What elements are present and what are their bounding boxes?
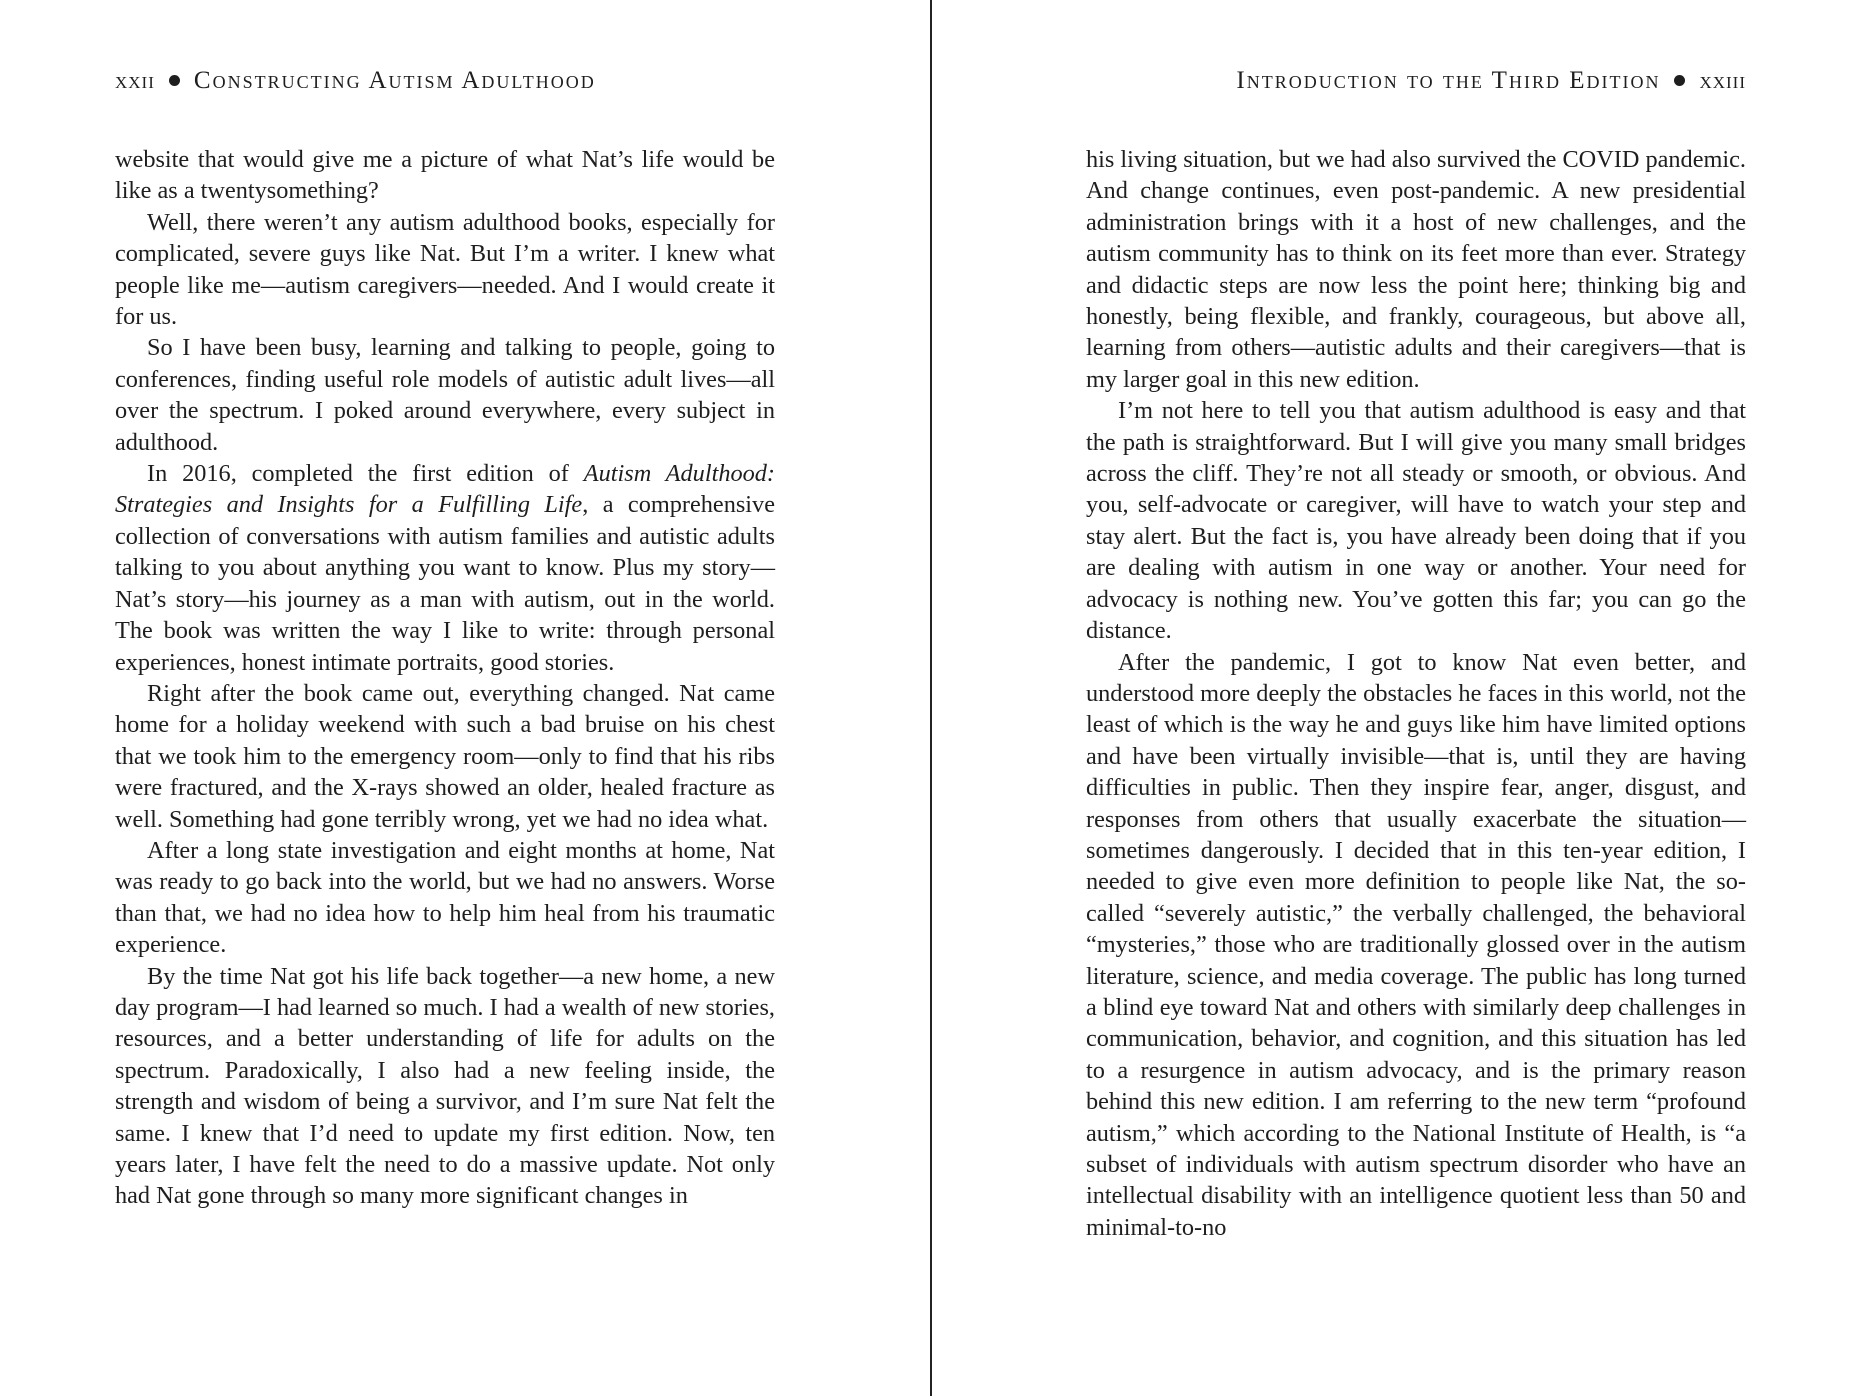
body-paragraph: I’m not here to tell you that autism adulthood is easy and that the path is straightforward. But I will give you many small bridges across the cliff. They’re not all steady or smooth, or obvious. And you, self-advocate or caregiver, will have to watch your step and stay alert. But the fact is, you have already been doing that if you are dealing with autism in one way or another. Your need for advocacy is nothing new. You’ve gotten this far; you can go the distance. — [1086, 397, 1746, 645]
body-paragraph: By the time Nat got his life back together—a new home, a new day program—I had learned so much. I had a wealth of new stories, resources, and a better understanding of life for adults on the spectrum. Paradoxically, I also had a new feeling inside, the strength and wisdom of being a survivor, and I’m sure Nat felt the same. I knew that I’d need to update my first edition. Now, ten years later, I have felt the need to do a massive update. Not only had Nat gone through so many more significant changes in — [115, 962, 775, 1210]
body-paragraph: his living situation, but we had also survived the COVID pandemic. And change continues, even post-pandemic. A new presidential administration brings with it a host of new challenges, and the autism community has to think on its feet more than ever. Strategy and didactic steps are now less the point here; thinking big and honestly, being flexible, and frankly, courageous, but above all, learning from others—autistic adults and their caregivers—that is my larger goal in this new edition. — [1086, 146, 1746, 393]
bullet-separator — [169, 75, 180, 86]
right-page-number: xxiii — [1699, 68, 1746, 94]
right-page — [1086, 0, 1746, 1396]
left-page-body — [115, 144, 775, 1212]
body-paragraph: Right after the book came out, everything changed. Nat came home for a holiday weekend with such a bad bruise on his chest that we took him to the emergency room—only to find that his ribs were fractured, and the X-rays showed an older, healed fracture as well. Something had gone terribly wrong, yet we had no idea what. — [115, 679, 775, 833]
right-running-head-title: Introduction to the Third Edition — [1236, 67, 1661, 94]
left-running-head — [115, 66, 775, 96]
page-gutter-divider — [930, 0, 932, 1396]
book-title: Autism Adulthood: Strategies and Insights for a Fulfilling Life — [115, 460, 775, 519]
body-paragraph: After the pandemic, I got to know Nat even better, and understood more deeply the obstacles he faces in this world, not the least of which is the way he and guys like him have limited options and have been virtually invisible—that is, until they are having difficulties in public. Then they inspire fear, anger, disgust, and responses from others that usually exacerbate the situation—sometimes dangerously. I decided that in this ten-year edition, I needed to give even more definition to people like Nat, the so-called “severely autistic,” the verbally challenged, the behavioral “mysteries,” those who are traditionally glossed over in the autism literature, science, and media coverage. The public has long turned a blind eye toward Nat and others with similarly deep challenges in communication, behavior, and cognition, and this situation has led to a resurgence in autism advocacy, and is the primary reason behind this new edition. I am referring to the new term “profound autism,” which according to the National Institute of Health, is “a subset of individuals with autism spectrum disorder who have an intellectual disability with an intelligence quotient less than 50 and minimal-to-no — [1086, 648, 1746, 1241]
bullet-separator — [1674, 75, 1685, 86]
body-paragraph: Well, there weren’t any autism adulthood books, especially for complicated, severe guys like Nat. But I’m a writer. I knew what people like me—autism caregivers—needed. And I would create it for us. — [115, 208, 775, 331]
paragraph-text: In 2016, completed the first edition of — [147, 460, 584, 488]
body-paragraph — [115, 458, 775, 678]
right-running-head — [1086, 66, 1746, 96]
left-page-number: xxii — [115, 68, 155, 94]
paragraph-text: , a comprehensive collection of conversations with autism families and autistic adults talking to you about anything you want to know. Plus my story—Nat’s story—his journey as a man with autism, out in the world. The book was written the way I like to write: through personal experiences, honest intimate portraits, good stories. — [115, 491, 775, 676]
body-paragraph: website that would give me a picture of what Nat’s life would be like as a twentysomething? — [115, 146, 775, 205]
right-page-body — [1086, 144, 1746, 1243]
body-paragraph: After a long state investigation and eight months at home, Nat was ready to go back into the world, but we had no answers. Worse than that, we had no idea how to help him heal from his traumatic experience. — [115, 836, 775, 959]
left-running-head-title: Constructing Autism Adulthood — [193, 67, 596, 94]
left-page — [115, 0, 775, 1396]
body-paragraph: So I have been busy, learning and talking to people, going to conferences, finding useful role models of autistic adult lives—all over the spectrum. I poked around everywhere, every subject in adulthood. — [115, 334, 775, 456]
